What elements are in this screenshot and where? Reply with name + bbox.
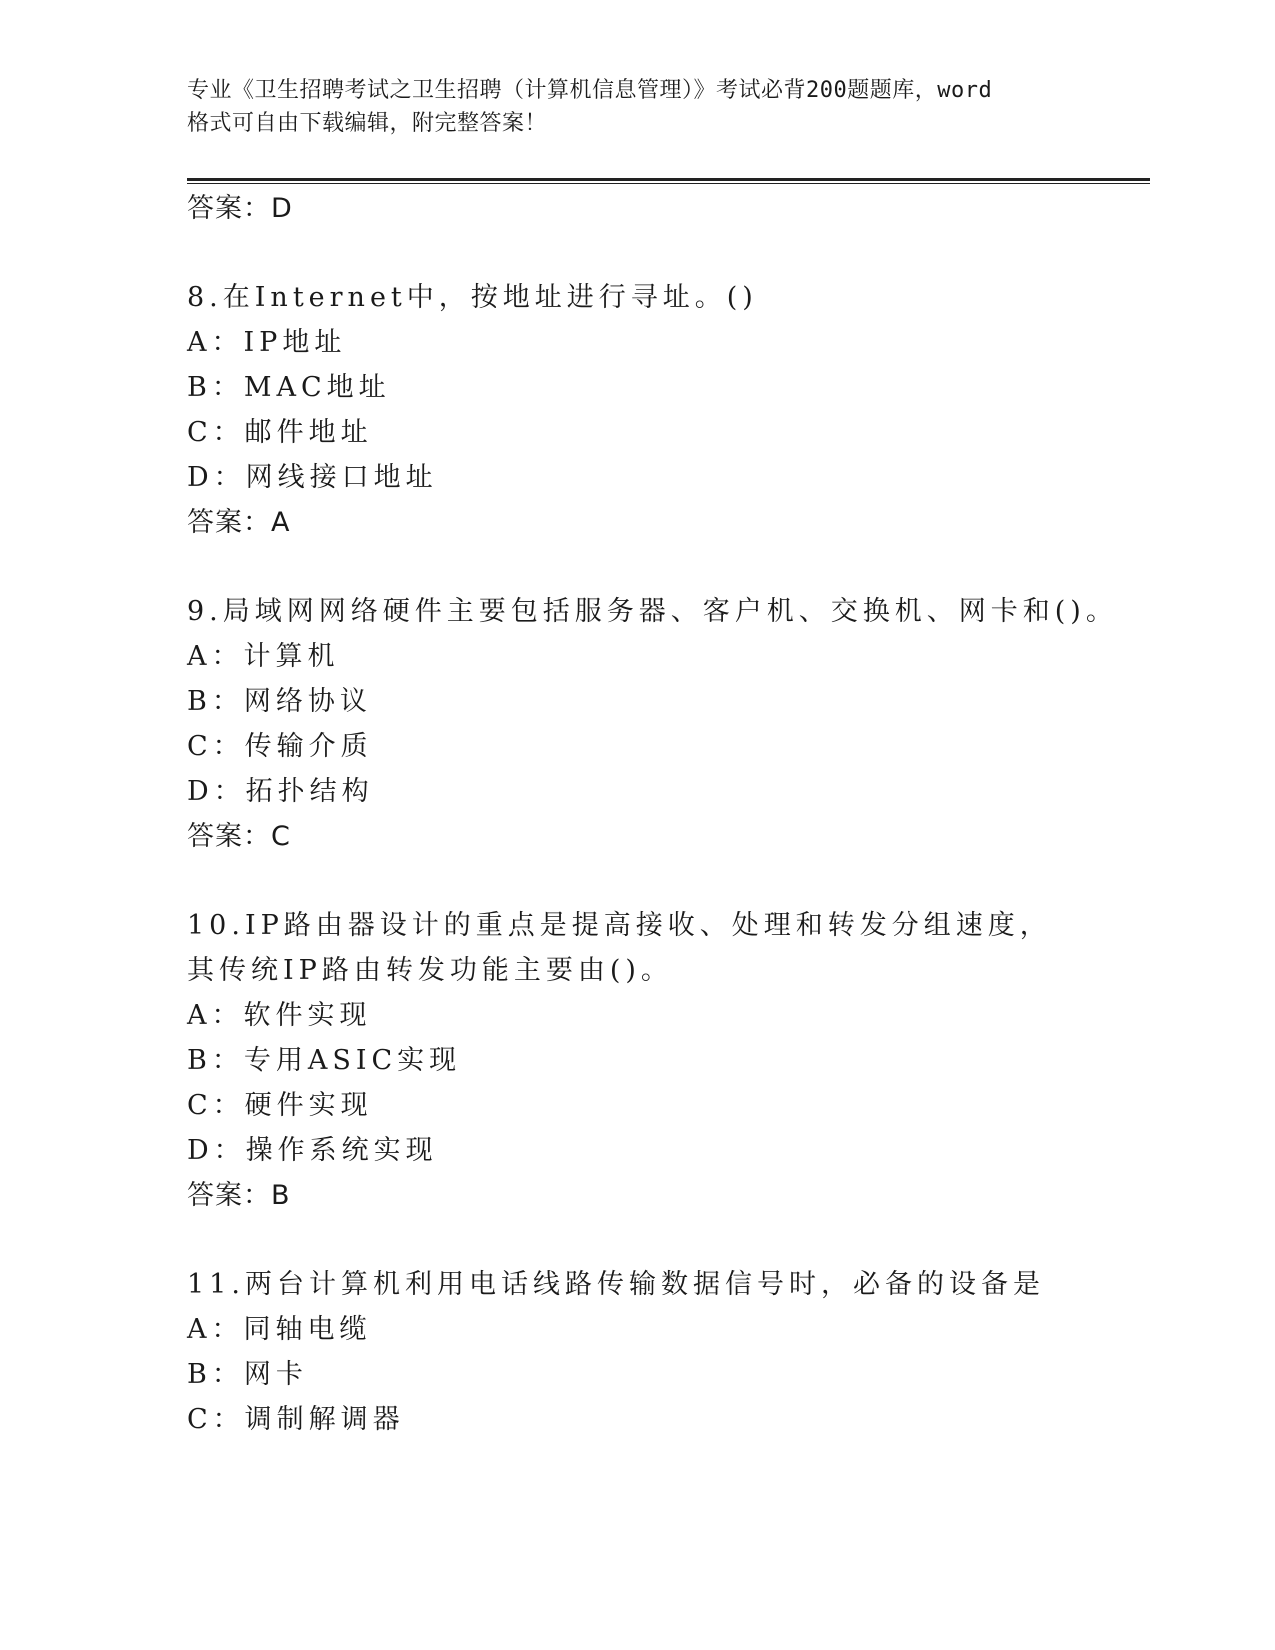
question-block — [187, 275, 1067, 545]
option-c: C：邮件地址 — [187, 417, 373, 448]
header-divider-thin — [187, 183, 1150, 184]
option-c: C：传输介质 — [187, 731, 373, 762]
option-d: D：操作系统实现 — [187, 1135, 438, 1166]
answer-line: 答案：A — [187, 507, 291, 538]
question-list — [187, 186, 1118, 1442]
option-a: A：同轴电缆 — [187, 1314, 372, 1345]
answer-line: 答案：B — [187, 1180, 291, 1211]
question-stem: 11.两台计算机利用电话线路传输数据信号时，必备的设备是 — [187, 1269, 1045, 1300]
answer-line: 答案：D — [187, 193, 293, 224]
question-stem: 9.局域网网络硬件主要包括服务器、客户机、交换机、网卡和()。 — [187, 596, 1118, 627]
option-b: B：专用ASIC实现 — [187, 1045, 462, 1076]
option-a: A：计算机 — [187, 641, 340, 672]
header-line-1: 专业《卫生招聘考试之卫生招聘（计算机信息管理）》考试必背200题题库，word — [187, 78, 993, 103]
option-c: C：调制解调器 — [187, 1404, 405, 1435]
option-b: B：网络协议 — [187, 686, 372, 717]
document-header — [187, 74, 1087, 140]
question-stem: 8.在Internet中，按地址进行寻址。() — [187, 282, 758, 313]
option-b: B：MAC地址 — [187, 372, 391, 403]
header-divider-thick — [187, 178, 1150, 181]
question-block — [187, 589, 1118, 859]
option-d: D：拓扑结构 — [187, 776, 374, 807]
question-stem: 10.IP路由器设计的重点是提高接收、处理和转发分组速度，其传统IP路由转发功能主要由()。 — [187, 910, 1052, 986]
option-d: D：网线接口地址 — [187, 462, 438, 493]
question-block — [187, 903, 1067, 1218]
option-a: A：IP地址 — [187, 327, 347, 358]
question-block — [187, 1262, 1067, 1442]
answer-line: 答案：C — [187, 821, 291, 852]
header-line-2: 格式可自由下载编辑，附完整答案！ — [187, 111, 548, 136]
option-b: B：网卡 — [187, 1359, 308, 1390]
option-a: A：软件实现 — [187, 1000, 372, 1031]
option-c: C：硬件实现 — [187, 1090, 373, 1121]
